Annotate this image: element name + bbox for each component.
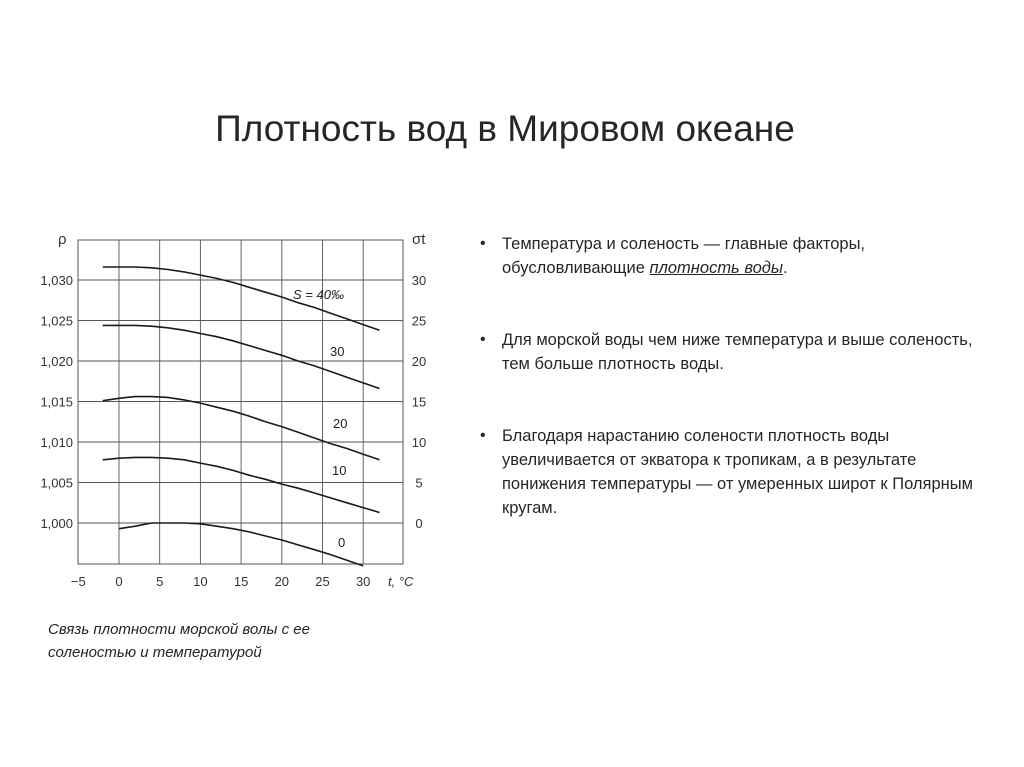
y-tick-label-right: 15 [411,394,427,410]
y-tick-label-left: 1,005 [40,475,73,491]
y-tick-label-left: 1,000 [40,516,73,531]
bullet-dot-icon: • [480,427,486,444]
bullet-text: Для морской воды чем ниже температура и выше соленость, тем больше плотность воды. [502,331,973,373]
bullet-dot-icon: • [480,331,486,348]
series-label: 10 [332,463,347,478]
plot-frame [78,240,403,564]
bullet-text: Температура и соленость — главные факторы, обусловливающие [502,235,866,277]
series-label: 20 [333,416,348,431]
x-tick-label: 25 [315,574,330,589]
y-tick-label-right: 5 [415,475,423,491]
y-tick-label-right: 10 [411,435,427,450]
y-tick-label-left: 1,025 [40,313,73,329]
y-tick-label-left: 1,020 [40,354,73,369]
y-tick-label-right: 20 [411,354,427,369]
y-axis-label-right: σt [412,231,426,248]
x-tick-label: 10 [193,574,208,589]
x-tick-label: 5 [156,574,164,589]
series-label: 30 [330,344,345,359]
x-tick-label: 20 [274,574,290,589]
bullet-dot-icon: • [480,235,486,252]
bullet-list [480,232,980,568]
y-tick-label-right: 30 [411,273,427,288]
x-tick-label: −5 [70,574,86,589]
bullet-suffix: . [783,259,788,277]
x-tick-label: 0 [115,574,123,589]
chart-caption: Связь плотности морской волы с ее соленостью и температурой [48,621,310,661]
series-label: S = 40‰ [293,287,344,302]
y-tick-label-left: 1,010 [40,435,73,450]
bullet-item [480,424,980,520]
y-tick-label-left: 1,015 [40,394,73,410]
y-axis-label-left: ρ [58,231,67,248]
x-tick-label: 15 [233,574,249,589]
y-tick-label-left: 1,030 [40,273,73,288]
y-tick-label-right: 0 [415,516,423,531]
bullet-text: Благодаря нарастанию солености плотность воды увеличивается от экватора к тропикам, а в результате понижения температуры — от умеренных широт к Полярным кругам. [502,427,973,517]
y-tick-label-right: 25 [411,313,427,329]
x-axis-label: t, °C [388,574,414,589]
density-link[interactable]: плотность воды [649,259,784,277]
bullet-item [480,232,980,280]
series-label: 0 [338,535,346,550]
slide-title: Плотность вод в Мировом океане [215,108,795,149]
bullet-item [480,328,980,376]
x-tick-label: 30 [355,574,371,589]
